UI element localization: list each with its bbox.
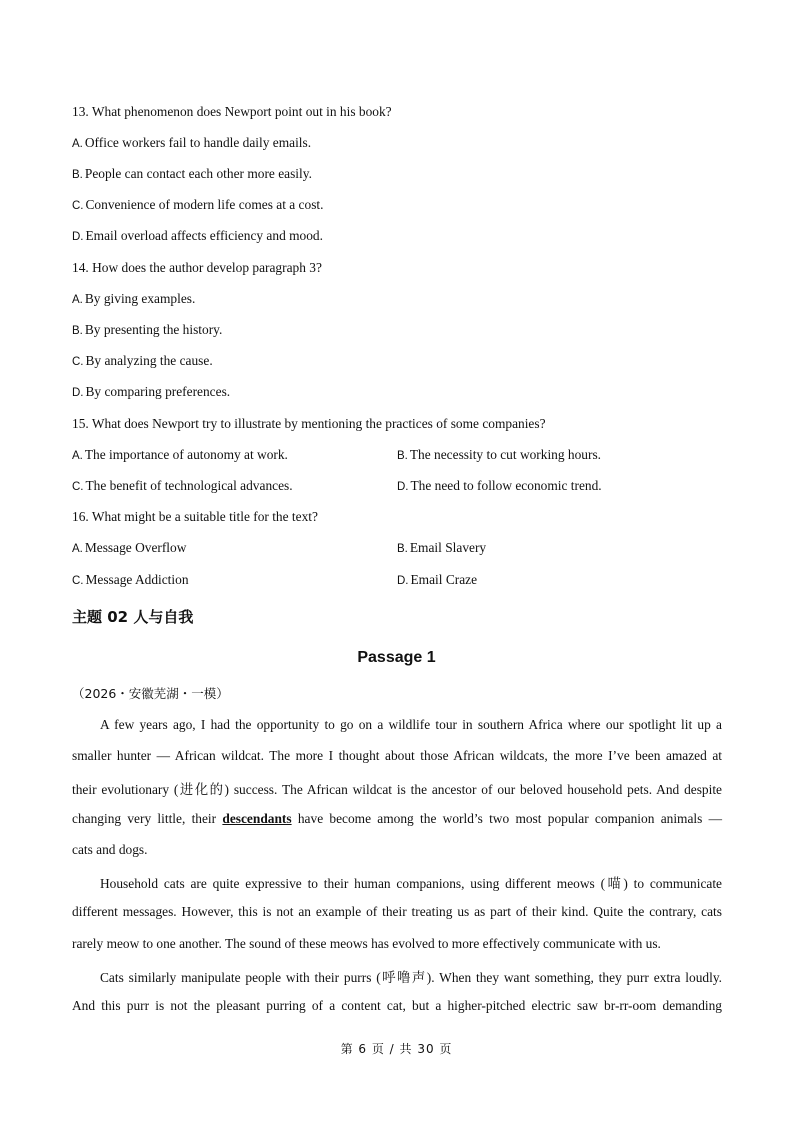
question-13-option-a bbox=[72, 135, 311, 151]
paragraph-line: cats and dogs. bbox=[72, 842, 148, 857]
question-13-option-d bbox=[72, 228, 323, 244]
option-text: By giving examples. bbox=[84, 291, 196, 306]
section-heading: 主题 02 人与自我 bbox=[72, 608, 194, 626]
option-label: A. bbox=[72, 294, 83, 306]
question-text: What phenomenon does Newport point out in his book? bbox=[91, 104, 392, 119]
option-label: B. bbox=[397, 543, 408, 555]
passage-title: Passage 1 bbox=[357, 649, 436, 666]
option-text: Message Overflow bbox=[84, 540, 187, 555]
text-segment: changing very little, their bbox=[72, 811, 223, 826]
option-label: A. bbox=[72, 543, 83, 555]
option-text: Email overload affects efficiency and mood. bbox=[85, 228, 323, 243]
option-label: C. bbox=[72, 575, 84, 587]
question-13-option-c bbox=[72, 197, 323, 213]
option-text: The importance of autonomy at work. bbox=[84, 447, 288, 462]
question-16-stem bbox=[72, 509, 318, 525]
option-label: C. bbox=[72, 356, 84, 368]
option-label: A. bbox=[72, 450, 83, 462]
option-label: D. bbox=[72, 387, 84, 399]
option-text: By analyzing the cause. bbox=[85, 353, 213, 368]
question-14-option-d bbox=[72, 384, 230, 400]
paragraph-line: Household cats are quite expressive to their human companions, using different meows (喵) to communicate bbox=[100, 876, 722, 891]
question-14-stem bbox=[72, 260, 322, 276]
option-text: Convenience of modern life comes at a cost. bbox=[85, 197, 324, 212]
question-text: What does Newport try to illustrate by mentioning the practices of some companies? bbox=[91, 416, 546, 431]
option-label: B. bbox=[72, 169, 83, 181]
option-text: By comparing preferences. bbox=[85, 384, 231, 399]
option-text: People can contact each other more easily. bbox=[84, 166, 312, 181]
question-number: 14. bbox=[72, 260, 89, 275]
question-14-option-b bbox=[72, 322, 222, 338]
option-text: The need to follow economic trend. bbox=[410, 478, 602, 493]
option-label: B. bbox=[72, 325, 83, 337]
option-label: D. bbox=[72, 231, 84, 243]
question-14-option-c bbox=[72, 353, 213, 369]
question-number: 16. bbox=[72, 509, 89, 524]
question-number: 13. bbox=[72, 104, 89, 119]
question-15-option-a bbox=[72, 447, 288, 463]
option-text: Email Slavery bbox=[409, 540, 487, 555]
option-label: C. bbox=[72, 481, 84, 493]
option-label: C. bbox=[72, 200, 84, 212]
question-16-option-a bbox=[72, 540, 186, 556]
underlined-keyword: descendants bbox=[222, 811, 292, 826]
option-label: D. bbox=[397, 481, 409, 493]
paragraph-line: rarely meow to one another. The sound of these meows has evolved to more effectively communicate with us. bbox=[72, 936, 661, 951]
option-text: The necessity to cut working hours. bbox=[409, 447, 602, 462]
passage-source: （2026・安徽芜湖・一模） bbox=[72, 686, 229, 701]
paragraph-line: different messages. However, this is not an example of their treating us as part of their kind. Quite the contrary, cats bbox=[72, 904, 722, 919]
question-15-option-d bbox=[397, 478, 602, 494]
question-text: What might be a suitable title for the text? bbox=[91, 509, 318, 524]
option-text: Email Craze bbox=[410, 572, 478, 587]
paragraph-line: their evolutionary (进化的) success. The African wildcat is the ancestor of our beloved household pets. And despite bbox=[72, 782, 722, 797]
question-text: How does the author develop paragraph 3? bbox=[92, 260, 322, 275]
paragraph-line: And this purr is not the pleasant purring of a content cat, but a higher-pitched electric saw br-rr-oom demanding bbox=[72, 998, 722, 1013]
question-15-option-b bbox=[397, 447, 601, 463]
question-13-stem bbox=[72, 104, 392, 120]
question-16-option-d bbox=[397, 572, 477, 588]
question-14-option-a bbox=[72, 291, 195, 307]
option-text: Office workers fail to handle daily emails. bbox=[84, 135, 312, 150]
option-label: D. bbox=[397, 575, 409, 587]
paragraph-line: Cats similarly manipulate people with their purrs (呼噜声). When they want something, they purr extra loudly. bbox=[100, 970, 722, 985]
option-text: By presenting the history. bbox=[84, 322, 223, 337]
paragraph-line: smaller hunter — African wildcat. The more I thought about those African wildcats, the more I’ve been amazed at bbox=[72, 748, 722, 763]
option-label: A. bbox=[72, 138, 83, 150]
option-label: B. bbox=[397, 450, 408, 462]
question-15-option-c bbox=[72, 478, 293, 494]
paragraph-line: A few years ago, I had the opportunity to go on a wildlife tour in southern Africa where our spotlight lit up a bbox=[100, 717, 722, 732]
question-16-option-c bbox=[72, 572, 189, 588]
text-segment: have become among the world’s two most popular companion animals — bbox=[291, 811, 722, 826]
option-text: Message Addiction bbox=[85, 572, 189, 587]
question-13-option-b bbox=[72, 166, 312, 182]
question-16-option-b bbox=[397, 540, 486, 556]
paragraph-line bbox=[72, 811, 722, 827]
page-indicator: 第 6 页 / 共 30 页 bbox=[340, 1042, 453, 1056]
question-number: 15. bbox=[72, 416, 89, 431]
option-text: The benefit of technological advances. bbox=[85, 478, 293, 493]
question-15-stem bbox=[72, 416, 546, 432]
